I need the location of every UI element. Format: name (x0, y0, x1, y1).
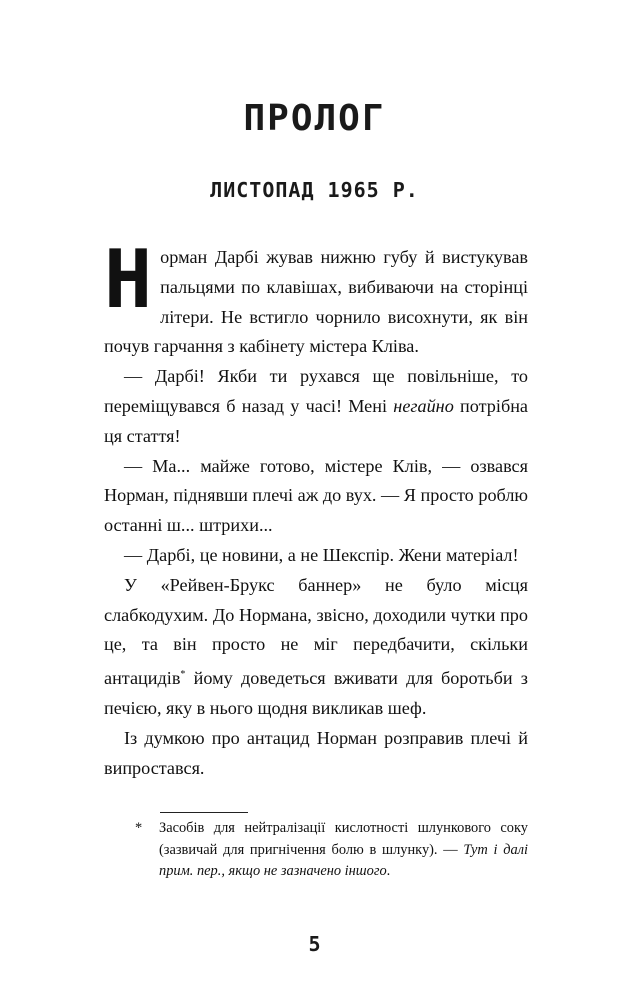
paragraph (104, 571, 528, 724)
page-number: 5 (308, 932, 321, 956)
footnote-end: . (386, 863, 391, 879)
paragraph-text: потрібна ця стаття! (104, 395, 529, 446)
paragraph (104, 541, 528, 571)
chapter-title: ПРОЛОГ (243, 98, 386, 139)
body-text (104, 233, 529, 783)
paragraph-text: Із думкою про антацид Норман розправив плечі й випростався. (104, 727, 528, 778)
paragraph-text: — Дарбі! Якби ти рухався ще повільніше, то переміщувався б назад у часі! Мені (104, 366, 528, 416)
paragraph (104, 362, 528, 451)
paragraph-text: У «Рейвен-Брукс баннер» не було місця слабкодухим. До Нормана, звісно, доходили чутки про це, та він просто не міг передбачити, скільки антацидів (104, 574, 528, 689)
footnote-mark: * (135, 820, 143, 836)
paragraph (104, 233, 528, 362)
footnote (135, 818, 528, 883)
chapter-date: ЛИСТОПАД 1965 Р. (210, 178, 419, 202)
paragraph-text: орман Дарбі жував нижню губу й вистукував пальцями по клавішах, вибиваючи на сторінці літери. Не встигло чорнило висохнути, як він почув гарчання з кабінету містера Кліва. (104, 247, 528, 357)
paragraph-text: йому доведеться вживати для боротьби з печією, яку в нього щодня викликав шеф. (104, 668, 528, 719)
emphasis: негайно (393, 395, 454, 416)
footnote-reference: * (180, 669, 186, 681)
drop-cap: Н (104, 233, 153, 326)
footnote-text (159, 818, 528, 883)
footnote-note: Тут і далі прим. пер., якщо не зазначено іншого (159, 841, 529, 879)
footnote-divider (160, 812, 248, 813)
paragraph-text: — Ма... майже готово, містере Клів, — озвався Норман, піднявши плечі аж до вух. — Я просто роблю останні ш... штрихи... (104, 455, 528, 536)
footnote-body: Засобів для нейтралізації кислотності шлункового соку (зазвичай для пригнічення болю в шлунку). — (159, 820, 528, 858)
paragraph-text: — Дарбі, це новини, а не Шекспір. Жени матеріал! (124, 544, 519, 565)
paragraph (104, 452, 528, 541)
paragraph (104, 724, 528, 784)
